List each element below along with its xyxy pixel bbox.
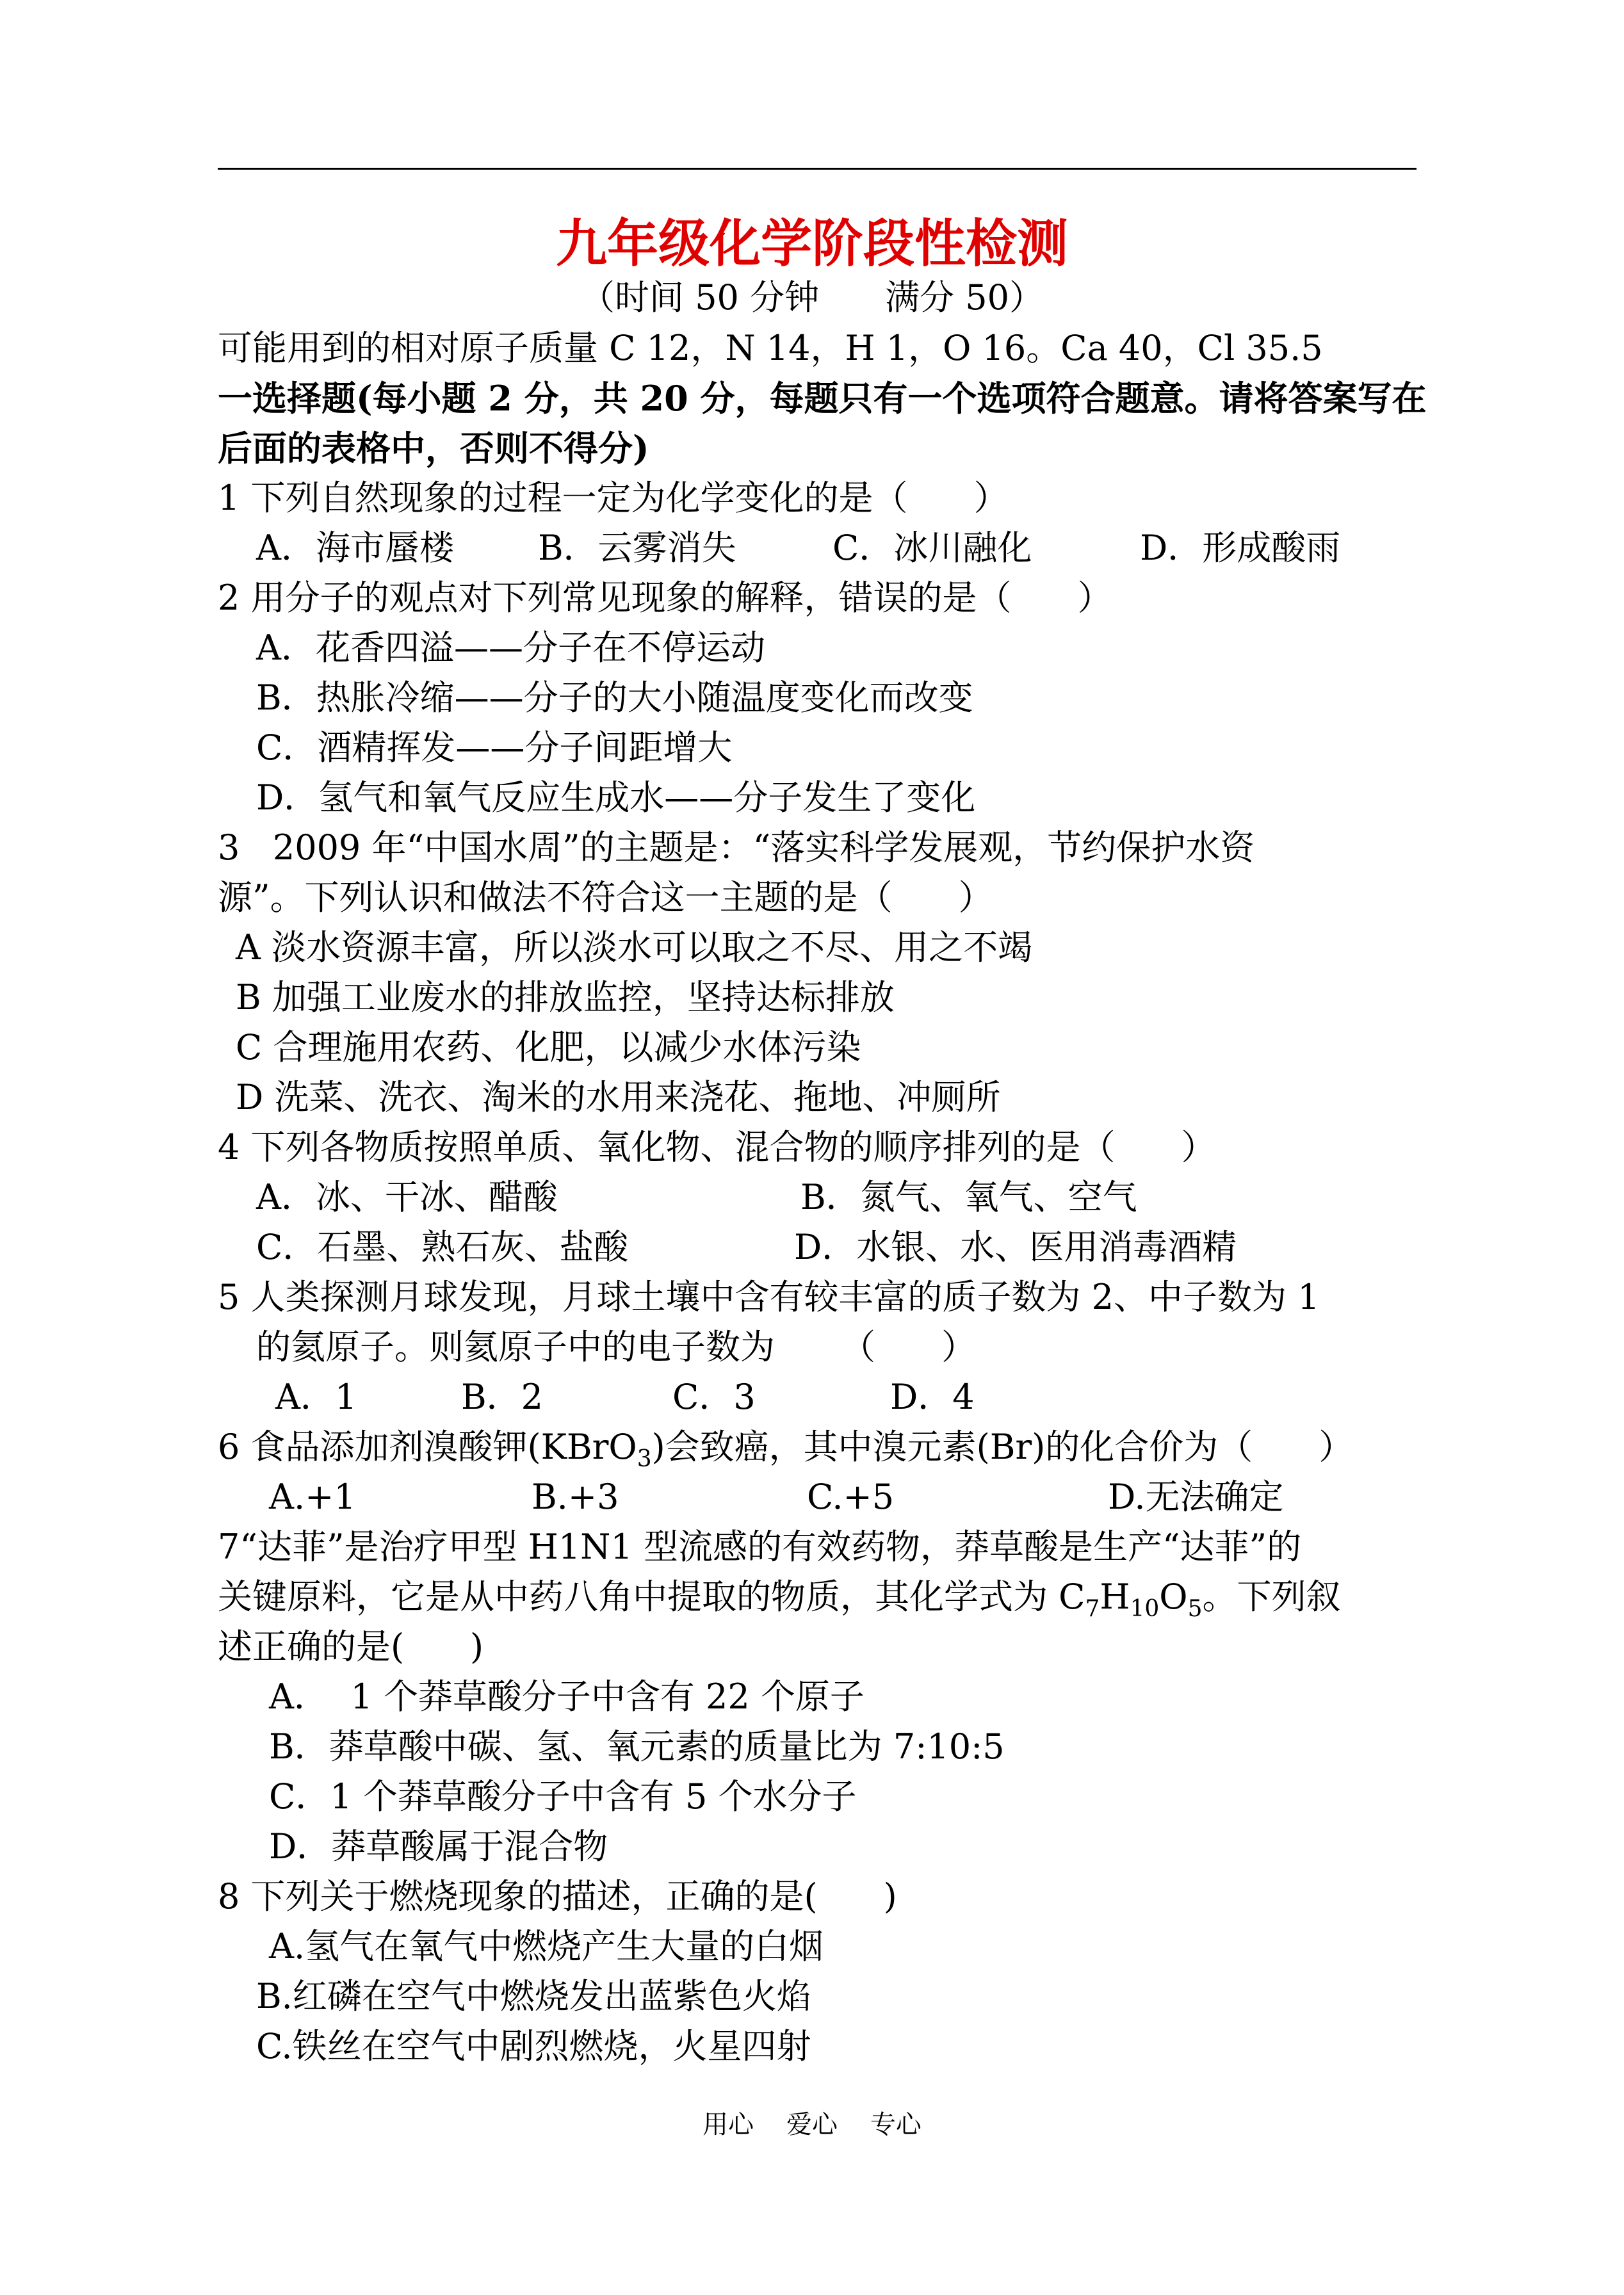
- question-5-stem-line2: 的氦原子。则氦原子中的电子数为 （ ）: [256, 1327, 976, 1367]
- question-8-option-b: B.红磷在空气中燃烧发出蓝紫色火焰: [256, 1976, 811, 2016]
- question-5-option-c: C．3: [672, 1377, 756, 1417]
- question-5-option-b: B．2: [461, 1377, 544, 1417]
- question-3-option-c: C 合理施用农药、化肥，以减少水体污染: [236, 1027, 861, 1067]
- question-1-stem: 1 下列自然现象的过程一定为化学变化的是（ ）: [218, 478, 1009, 518]
- question-4-option-d: D．水银、水、医用消毒酒精: [794, 1227, 1237, 1267]
- question-7-option-c: C．1 个莽草酸分子中含有 5 个水分子: [269, 1776, 857, 1817]
- question-7-formula-sub-c: 7: [1085, 1595, 1100, 1622]
- question-7-formula-sub-o: 5: [1187, 1595, 1203, 1622]
- question-7-stem-line2-pre: 关键原料，它是从中药八角中提取的物质，其化学式为 C: [218, 1577, 1085, 1617]
- section-heading-line1: 一选择题(每小题 2 分，共 20 分，每题只有一个选项符合题意。请将答案写在: [218, 378, 1427, 419]
- question-2-option-d: D．氢气和氧气反应生成水——分子发生了变化: [256, 777, 976, 818]
- question-5-option-a: A．1: [275, 1377, 357, 1417]
- question-6-option-d: D.无法确定: [1108, 1477, 1284, 1517]
- question-3-stem-line1: 3 2009 年“中国水周”的主题是：“落实科学发展观，节约保护水资: [218, 827, 1255, 868]
- question-3-option-a: A 淡水资源丰富，所以淡水可以取之不尽、用之不竭: [236, 927, 1033, 968]
- question-1-option-c: C．冰川融化: [832, 528, 1032, 568]
- question-7-stem-line2-post: 。下列叙: [1202, 1577, 1341, 1617]
- question-3-option-d: D 洗菜、洗衣、淘米的水用来浇花、拖地、冲厕所: [236, 1077, 1001, 1117]
- question-3-stem-line2: 源”。下列认识和做法不符合这一主题的是（ ）: [218, 877, 993, 918]
- question-6-stem-pre: 6 食品添加剂溴酸钾(KBrO: [218, 1427, 637, 1467]
- question-1-option-a: A．海市蜃楼: [256, 528, 454, 568]
- question-7-option-b: B．莽草酸中碳、氢、氧元素的质量比为 7:10:5: [269, 1726, 1005, 1767]
- question-6-stem-post: )会致癌，其中溴元素(Br)的化合价为（ ）: [651, 1427, 1354, 1467]
- question-2-stem: 2 用分子的观点对下列常见现象的解释，错误的是（ ）: [218, 578, 1112, 618]
- question-2-option-c: C．酒精挥发——分子间距增大: [256, 727, 733, 768]
- page-title: 九年级化学阶段性检测: [556, 213, 1068, 273]
- question-6-option-c: C.+5: [807, 1477, 895, 1517]
- page-subtitle: （时间 50 分钟 满分 50）: [580, 277, 1044, 318]
- question-6-stem: [218, 1424, 1353, 1470]
- question-3-option-b: B 加强工业废水的排放监控，坚持达标排放: [236, 977, 895, 1018]
- question-2-option-b: B．热胀冷缩——分子的大小随温度变化而改变: [256, 677, 973, 718]
- question-8-stem: 8 下列关于燃烧现象的描述，正确的是( ): [218, 1876, 897, 1917]
- question-6-option-a: A.+1: [269, 1477, 356, 1517]
- question-6-option-b: B.+3: [532, 1477, 619, 1517]
- question-7-option-d: D．莽草酸属于混合物: [269, 1826, 608, 1867]
- question-2-option-a: A．花香四溢——分子在不停运动: [256, 628, 765, 668]
- question-4-option-a: A．冰、干冰、醋酸: [256, 1177, 558, 1217]
- question-5-stem-line1: 5 人类探测月球发现，月球土壤中含有较丰富的质子数为 2、中子数为 1: [218, 1277, 1320, 1317]
- header-rule: [218, 168, 1417, 170]
- question-7-stem-line3: 述正确的是( ): [218, 1626, 484, 1667]
- question-4-stem: 4 下列各物质按照单质、氧化物、混合物的顺序排列的是（ ）: [218, 1127, 1216, 1167]
- section-heading-line2: 后面的表格中，否则不得分): [218, 428, 649, 469]
- question-7-stem-line1: 7“达菲”是治疗甲型 H1N1 型流感的有效药物，莽草酸是生产“达菲”的: [218, 1527, 1302, 1567]
- question-4-option-b: B．氮气、氧气、空气: [800, 1177, 1137, 1217]
- question-7-stem-line2: [218, 1574, 1340, 1620]
- question-6-formula-subscript: 3: [637, 1445, 652, 1472]
- question-1-option-d: D．形成酸雨: [1140, 528, 1341, 568]
- question-7-option-a: A． 1 个莽草酸分子中含有 22 个原子: [269, 1676, 865, 1717]
- question-8-option-c: C.铁丝在空气中剧烈燃烧，火星四射: [256, 2026, 811, 2066]
- atomic-masses-line: 可能用到的相对原子质量 C 12，N 14，H 1，O 16。Ca 40，Cl 35.5: [218, 328, 1323, 368]
- question-5-option-d: D．4: [890, 1377, 975, 1417]
- question-1-option-b: B．云雾消失: [538, 528, 736, 568]
- question-7-formula-sub-h: 10: [1130, 1595, 1160, 1622]
- page-footer: 用心 爱心 专心: [702, 2110, 922, 2139]
- question-4-option-c: C．石墨、熟石灰、盐酸: [256, 1227, 629, 1267]
- question-7-formula-o: O: [1159, 1577, 1188, 1617]
- question-7-formula-h: H: [1100, 1577, 1130, 1617]
- question-8-option-a: A.氢气在氧气中燃烧产生大量的白烟: [269, 1926, 824, 1967]
